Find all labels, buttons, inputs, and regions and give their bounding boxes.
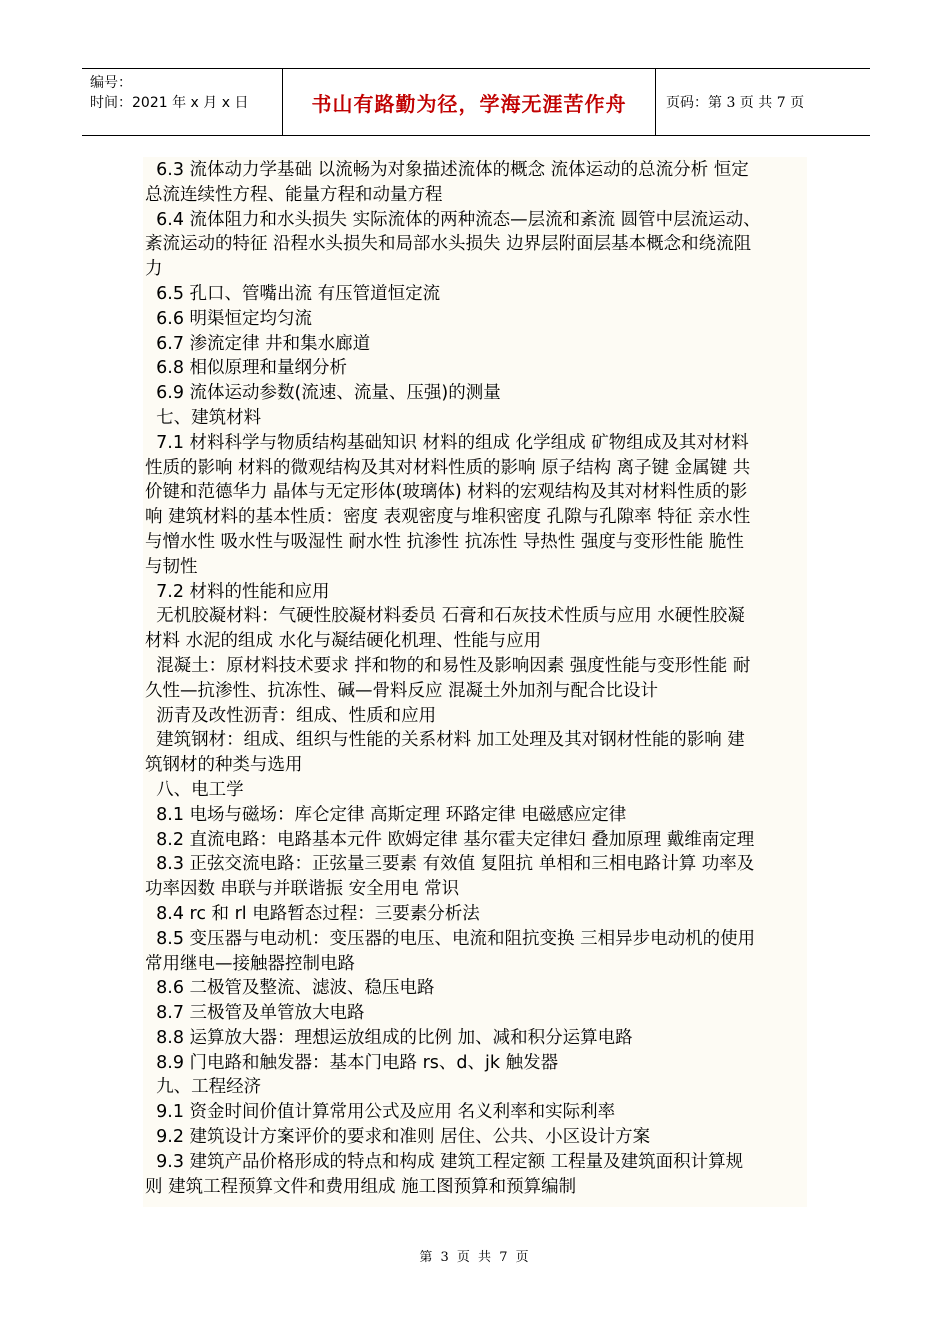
text-line: 功率因数 串联与并联谐振 安全用电 常识 [145,879,460,900]
text-line: 材料 水泥的组成 水化与凝结硬化机理、性能与应用 [145,631,542,652]
text-line: 响 建筑材料的基本性质：密度 表观密度与堆积密度 孔隙与孔隙率 特征 亲水性 [145,507,751,528]
text-line: 性质的影响 材料的微观结构及其对材料性质的影响 原子结构 离子键 金属键 共 [145,457,751,478]
text-line: 8.5 变压器与电动机：变压器的电压、电流和阻抗变换 三相异步电动机的使用 [145,928,756,949]
text-line: 七、建筑材料 [145,407,262,428]
text-line: 6.7 渗流定律 井和集水廊道 [145,333,371,354]
text-line: 6.8 相似原理和量纲分析 [145,358,348,379]
text-line: 6.4 流体阻力和水头损失 实际流体的两种流态—层流和紊流 圆管中层流运动、 [145,209,761,230]
text-line: 8.8 运算放大器：理想运放组成的比例 加、减和积分运算电路 [145,1027,633,1048]
header-motto: 书山有路勤为径，学海无涯苦作舟 [282,69,656,135]
text-line: 沥青及改性沥青：组成、性质和应用 [145,705,437,726]
text-line: 八、电工学 [145,779,244,800]
text-line: 8.4 rc 和 rl 电路暂态过程：三要素分析法 [145,903,480,924]
text-line: 则 建筑工程预算文件和费用组成 施工图预算和预算编制 [145,1176,577,1197]
text-line: 7.1 材料科学与物质结构基础知识 材料的组成 化学组成 矿物组成及其对材料 [145,432,749,453]
text-line: 9.2 建筑设计方案评价的要求和准则 居住、公共、小区设计方案 [145,1127,651,1148]
header-left [82,69,282,135]
text-line: 8.3 正弦交流电路：正弦量三要素 有效值 复阻抗 单相和三相电路计算 功率及 [145,854,755,875]
text-line: 6.3 流体动力学基础 以流畅为对象描述流体的概念 流体运动的总流分析 恒定 [145,160,749,180]
text-line: 6.6 明渠恒定均匀流 [145,308,313,329]
text-line: 无机胶凝材料：气硬性胶凝材料委员 石膏和石灰技术性质与应用 水硬性胶凝 [145,606,745,627]
text-line: 紊流运动的特征 沿程水头损失和局部水头损失 边界层附面层基本概念和绕流阻 [145,234,752,255]
text-line: 力 [145,259,163,280]
text-line: 九、工程经济 [145,1077,262,1098]
time-label: 时间：2021 年 x 月 x 日 [90,95,249,111]
text-line: 混凝土：原材料技术要求 拌和物的和易性及影响因素 强度性能与变形性能 耐 [145,655,751,676]
page-header [82,68,870,136]
text-line: 8.7 三极管及单管放大电路 [145,1003,365,1024]
text-line: 9.3 建筑产品价格形成的特点和构成 建筑工程定额 工程量及建筑面积计算规 [145,1151,744,1172]
text-line: 总流连续性方程、能量方程和动量方程 [145,184,443,205]
text-line: 与韧性 [145,556,198,577]
text-line: 价键和范德华力 晶体与无定形体(玻璃体) 材料的宏观结构及其对材料性质的影 [145,482,748,503]
text-line: 9.1 资金时间价值计算常用公式及应用 名义利率和实际利率 [145,1102,616,1123]
text-line: 6.5 孔口、管嘴出流 有压管道恒定流 [145,283,441,304]
text-line: 久性—抗渗性、抗冻性、碱—骨料反应 混凝土外加剂与配合比设计 [145,680,659,701]
header-page-info: 页码：第 3 页 共 7 页 [666,95,805,111]
text-line: 8.1 电场与磁场：库仑定律 高斯定理 环路定律 电磁感应定律 [145,804,627,825]
text-line: 6.9 流体运动参数(流速、流量、压强)的测量 [145,383,501,404]
text-line: 筑钢材的种类与选用 [145,755,303,776]
number-label: 编号： [90,75,132,91]
text-line: 常用继电—接触器控制电路 [145,953,355,974]
page-footer: 第 3 页 共 7 页 [419,1250,531,1265]
document-body [143,157,807,1207]
text-line: 建筑钢材：组成、组织与性能的关系材料 加工处理及其对钢材性能的影响 建 [145,730,745,751]
text-line: 8.9 门电路和触发器：基本门电路 rs、d、jk 触发器 [145,1052,559,1073]
text-line: 与憎水性 吸水性与吸湿性 耐水性 抗渗性 抗冻性 导热性 强度与变形性能 脆性 [145,531,744,552]
text-line: 7.2 材料的性能和应用 [145,581,330,602]
text-line: 8.6 二极管及整流、滤波、稳压电路 [145,978,435,999]
text-line: 8.2 直流电路：电路基本元件 欧姆定律 基尔霍夫定律妇 叠加原理 戴维南定理 [145,829,755,850]
